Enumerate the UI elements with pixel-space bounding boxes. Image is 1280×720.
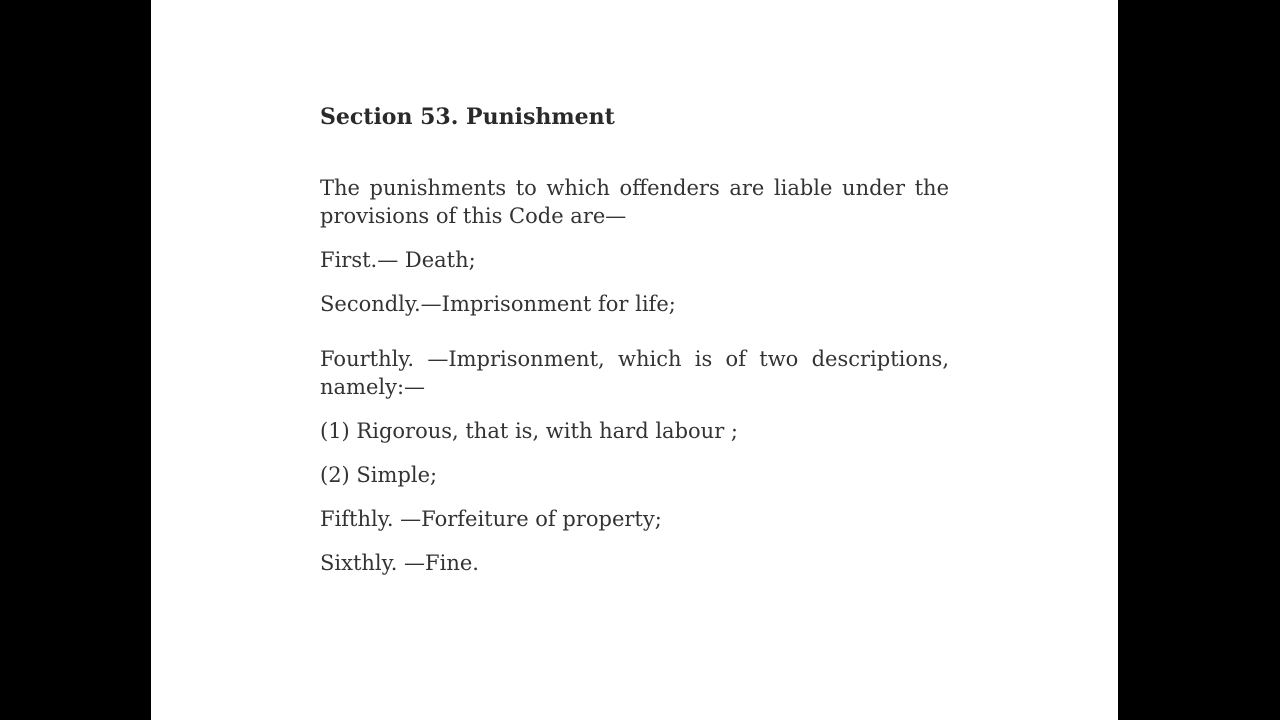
item-rigorous: (1) Rigorous, that is, with hard labour ; [320, 419, 738, 443]
item-simple: (2) Simple; [320, 463, 438, 487]
intro-paragraph: The punishments to which offenders are liable under the provisions of this Code are— [320, 176, 949, 228]
section-heading: Section 53. Punishment [320, 104, 615, 130]
item-sixthly: Sixthly. —Fine. [320, 551, 479, 575]
item-secondly: Secondly.—Imprisonment for life; [320, 292, 676, 316]
item-first: First.— Death; [320, 248, 476, 272]
document-page [151, 0, 1118, 720]
item-fourthly: Fourthly. —Imprisonment, which is of two descriptions, namely:— [320, 347, 949, 399]
document-content [320, 100, 949, 577]
item-fifthly: Fifthly. —Forfeiture of property; [320, 507, 662, 531]
